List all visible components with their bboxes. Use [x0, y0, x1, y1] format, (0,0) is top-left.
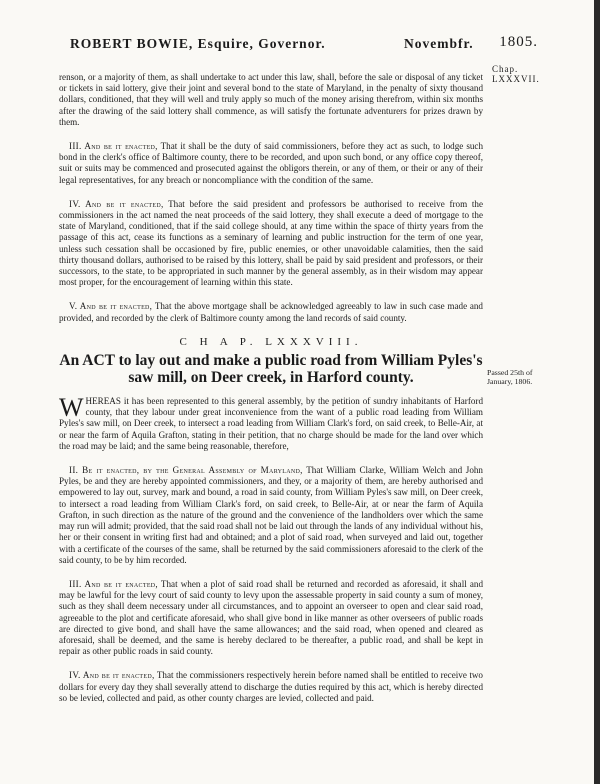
margin-chapter-note: Chap. LXXXVII. [492, 64, 540, 84]
running-year: 1805. [499, 34, 538, 50]
section-lead: II. Be it enacted, by the General Assembly of Maryland, [69, 465, 303, 476]
running-month: Novembfr. [404, 36, 474, 51]
section-v [59, 301, 483, 323]
paragraph-text: That before the said president and professors be authorised to receive from the commissioners in the act named the neat proceeds of the said lottery, they shall execute a deed of mortgage to the state of Maryland, conditioned, that if the said college should, at any time within the space of thirty years from the passage of this act, cease its functions as a seminary of learning and public instruction for the term of one year, unless such cessation shall be occasioned by fire, public enemies, or other unavoidable calamities, then the said thirty thousand dollars, authorised to be raised by this lottery, shall be paid by said president and professors, or their successors, to the state, to be appropriated in such manner by the general assembly, as in their wisdom may appear most proper, for the encouragement of learning within this state. [59, 198, 483, 288]
section-lead: V. And be it enacted, [69, 301, 153, 312]
paragraph-text: That when a plot of said road shall be returned and recorded as aforesaid, it shall and may be lawful for the levy court of said county to levy upon the assessable property in said county a sum of money, such as they shall deem necessary under all circumstances, and to appoint an overseer to open and clear said road, agreeable to the plot and certificate aforesaid, who shall give bond in like manner as other overseers of public roads are directed to give bond, and shall have the same allowances; and the said road, when opened and cleared as aforesaid, shall be deemed, and the same is hereby declared to be thereafter, a public road, and shall be kept in repair as other public roads in said county. [59, 578, 483, 657]
body-text [59, 72, 483, 717]
paragraph-text: That William Clarke, William Welch and John Pyles, be and they are hereby appointed commissioners, and they, or a majority of them, are hereby authorised and empowered to lay out, survey, mark and bound, a road in said county, from William Pyles's saw mill, on Deer creek, to intersect a road leading from William Clark's ford, on said creek, to Belle-Air, at or near the farm of Aquila Grafton, in such direction as the nature of the ground and the convenience of the landholders over which the same may run will admit; provided, that the said road shall not be laid out through the lands of any individual without his, her or their consent in writing first had and obtained; and a plot of said road, when surveyed and laid out, together with a certificate of the courses of the same, shall be returned by the said commissioners aforesaid to the clerk of the said county, to be by him recorded. [59, 465, 483, 565]
paragraph-text: That it shall be the duty of said commissioners, before they act as such, to lodge such bond in the clerk's office of Baltimore county, there to be recorded, and upon such bond, or any office copy thereof, suit or suits may be commenced and prosecuted against the obligors therein, or any of them, or their or any of their legal representatives, for any breach or noncompliance with the condition of the same. [59, 141, 483, 185]
section-lead: III. And be it enacted, [69, 578, 158, 589]
scan-edge [594, 0, 600, 784]
section-ii [59, 465, 483, 566]
page-header [56, 34, 538, 54]
margin-passed-note: Passed 25th of January, 1806. [487, 368, 533, 386]
section-iii [59, 141, 483, 186]
section-iii-b [59, 579, 483, 657]
paragraph-continuation [59, 72, 483, 128]
section-lead: IV. And be it enacted, [69, 670, 155, 681]
section-iv [59, 199, 483, 289]
running-title: ROBERT BOWIE, Esquire, Governor. [70, 36, 326, 51]
paragraph-text: HEREAS it has been represented to this general assembly, by the petition of sundry inhabitants of Harford county, that they labour under great inconvenience from the want of a public road leading from William Pyles's saw mill, on Deer creek, to intersect a road leading from William Clark's ford, on said creek, to Belle-Air, at or near the farm of Aquila Grafton, stating in their petition, that no charge should be made for the land over which the road may be laid; and the same being reasonable, therefore, [59, 396, 483, 451]
paragraph-text: That the above mortgage shall be acknowledged agreeably to law in such case made and provided, and recorded by the clerk of Baltimore county among the land records of said county. [59, 301, 483, 323]
chapter-heading: C H A P. LXXXVIII. [179, 335, 363, 348]
section-lead: III. And be it enacted, [69, 141, 158, 152]
paragraph-text: That the commissioners respectively herein before named shall be entitled to receive two dollars for every day they shall severally attend to discharge the duties required by this act, which is hereby directed so be levied, collected and paid, as other county charges are levied, collected and paid. [59, 670, 483, 703]
preamble [59, 393, 483, 452]
paragraph-text: renson, or a majority of them, as shall undertake to act under this law, shall, before the sale or disposal of any ticket or tickets in said lottery, give their joint and several bond to the state of Maryland, in the penalty of sixty thousand dollars, conditioned, that they will well and truly apply so much of the money arising therefrom, within six months after the drawing of the said lottery shall commence, as will satisfy the fortunate adventurers for prizes drawn by them. [59, 72, 483, 127]
section-iv-b [59, 670, 483, 704]
section-lead: IV. And be it enacted, [69, 198, 164, 209]
drop-cap: W [59, 393, 84, 423]
act-title: An ACT to lay out and make a public road from William Pyles's saw mill, on Deer creek, in Harford county. [59, 352, 483, 387]
